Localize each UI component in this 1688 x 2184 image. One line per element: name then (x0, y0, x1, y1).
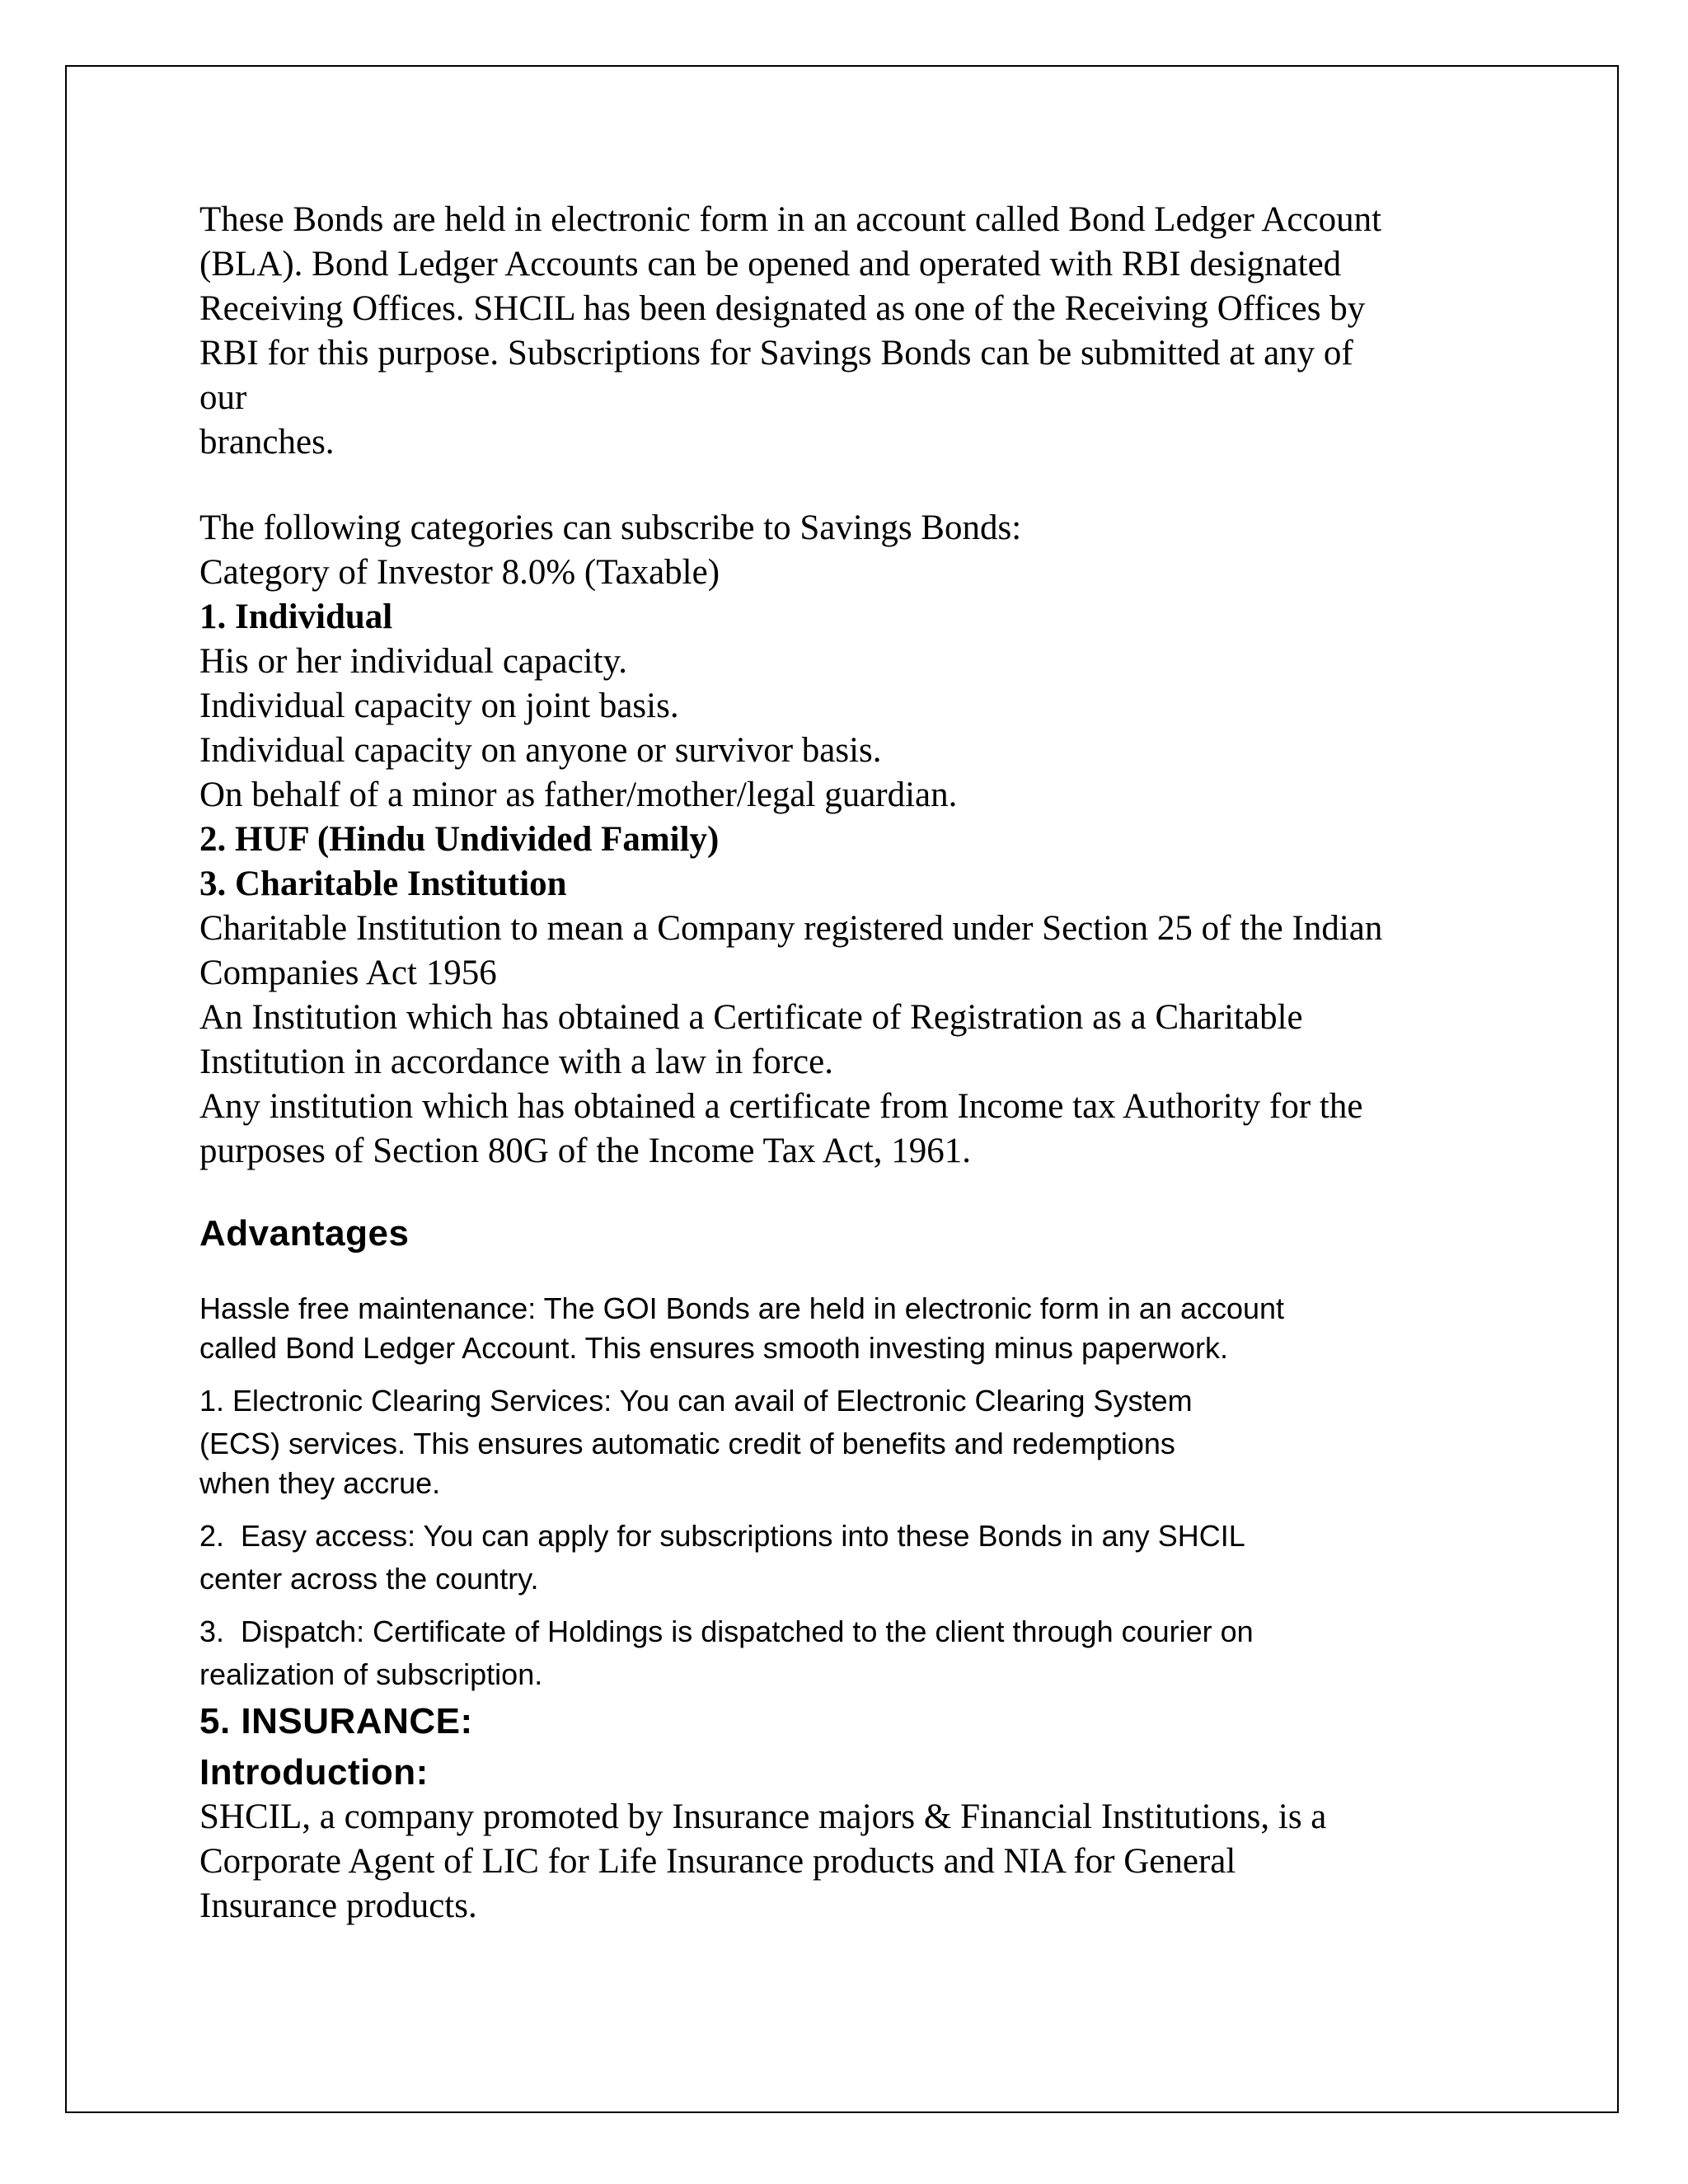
advantages-heading: Advantages (199, 1213, 410, 1254)
text-line: 1. Electronic Clearing Services: You can avail of Electronic Clearing System (199, 1384, 1193, 1418)
categories-intro: The following categories can subscribe to Savings Bonds: (199, 509, 1022, 547)
charitable-line: Institution in accordance with a law in force. (199, 1043, 833, 1081)
charitable-line: Companies Act 1956 (199, 954, 497, 992)
text-line: (ECS) services. This ensures automatic credit of benefits and redemptions (199, 1427, 1175, 1460)
bla-paragraph (199, 198, 1535, 465)
text-line: branches. (199, 423, 335, 462)
insurance-line: Corporate Agent of LIC for Life Insurance products and NIA for General (199, 1842, 1236, 1881)
text-line: Receiving Offices. SHCIL has been designated as one of the Receiving Offices by (199, 289, 1366, 328)
text-line: (BLA). Bond Ledger Accounts can be opened and operated with RBI designated (199, 245, 1342, 284)
text-line: called Bond Ledger Account. This ensures smooth investing minus paperwork. (199, 1331, 1229, 1365)
advantage-point (199, 1609, 1535, 1694)
text-line: These Bonds are held in electronic form in an account called Bond Ledger Account (199, 200, 1382, 239)
charitable-line: An Institution which has obtained a Certificate of Registration as a Charitable (199, 998, 1303, 1037)
insurance-line: SHCIL, a company promoted by Insurance majors & Financial Institutions, is a (199, 1797, 1327, 1836)
insurance-heading: 5. INSURANCE: (199, 1701, 473, 1741)
insurance-line: Insurance products. (199, 1886, 477, 1925)
individual-item: Individual capacity on anyone or survivor basis. (199, 731, 882, 770)
text-line: when they accrue. (199, 1466, 441, 1500)
text-line: 3. Dispatch: Certificate of Holdings is dispatched to the client through courier on (199, 1615, 1254, 1648)
charitable-line: Any institution which has obtained a certificate from Income tax Authority for the (199, 1087, 1363, 1126)
categories-section (199, 506, 1535, 1174)
insurance-section (199, 1699, 1535, 1929)
advantage-point (199, 1378, 1535, 1503)
text-line: realization of subscription. (199, 1657, 543, 1691)
advantages-section (199, 1212, 1535, 1694)
text-line: center across the country. (199, 1562, 539, 1596)
category-line: Category of Investor 8.0% (Taxable) (199, 553, 720, 592)
text-line: 2. Easy access: You can apply for subscriptions into these Bonds in any SHCIL (199, 1519, 1245, 1553)
text-line: Hassle free maintenance: The GOI Bonds are held in electronic form in an account (199, 1291, 1285, 1325)
individual-item: Individual capacity on joint basis. (199, 687, 679, 725)
advantage-point (199, 1513, 1535, 1599)
individual-item: His or her individual capacity. (199, 642, 628, 681)
individual-item: On behalf of a minor as father/mother/legal guardian. (199, 776, 958, 814)
text-line: our (199, 378, 247, 417)
charitable-line: purposes of Section 80G of the Income Tax Act, 1961. (199, 1132, 972, 1170)
document-body (199, 198, 1535, 1929)
advantage-point (199, 1289, 1535, 1368)
charitable-line: Charitable Institution to mean a Company registered under Section 25 of the Indian (199, 909, 1383, 948)
text-line: RBI for this purpose. Subscriptions for Savings Bonds can be submitted at any of (199, 334, 1353, 373)
individual-heading: 1. Individual (199, 598, 393, 636)
charitable-heading: 3. Charitable Institution (199, 865, 567, 903)
introduction-heading: Introduction: (199, 1752, 429, 1793)
huf-heading: 2. HUF (Hindu Undivided Family) (199, 820, 720, 859)
